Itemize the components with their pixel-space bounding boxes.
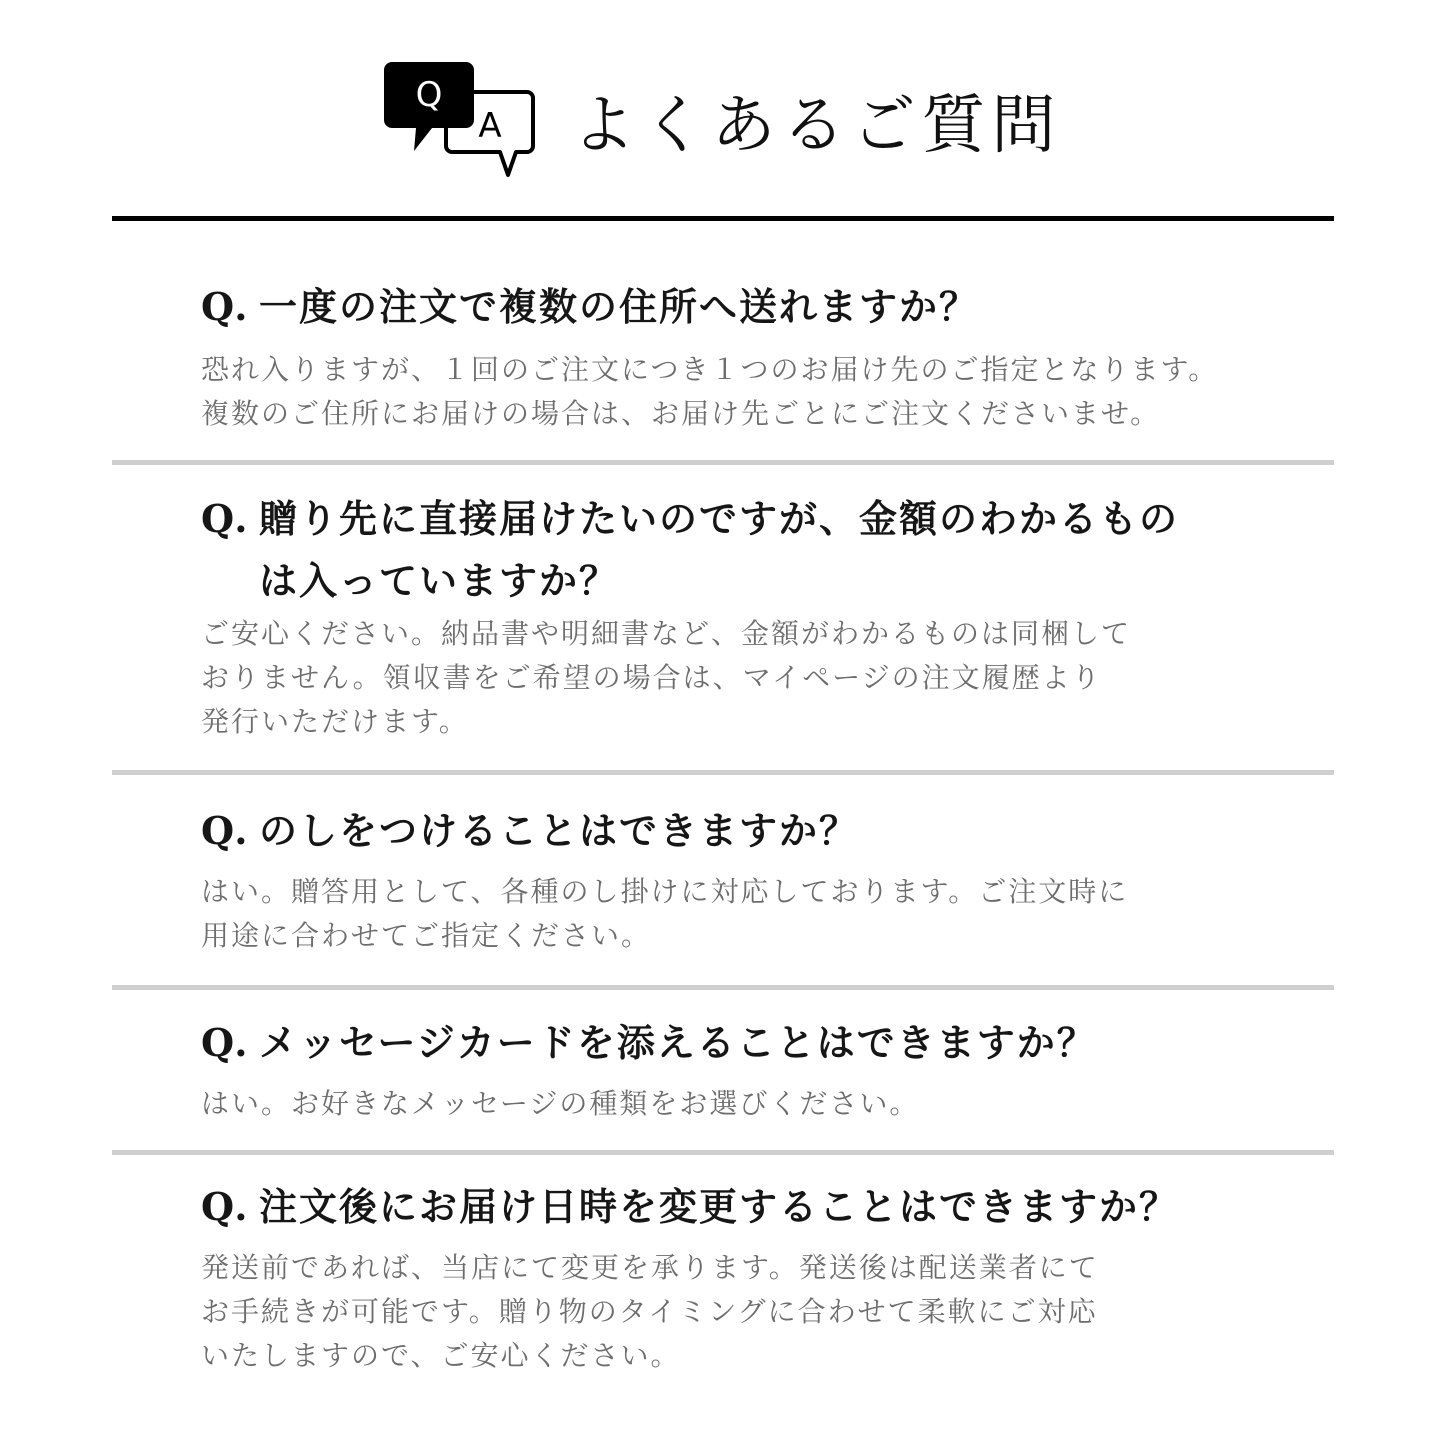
faq-answer (201, 870, 1128, 958)
question-text: のしをつけることはできますか？ (259, 808, 860, 853)
question-prefix: Q. (201, 284, 250, 329)
faq-question (201, 1012, 1097, 1074)
answer-line: お手続きが可能です。贈り物のタイミングに合わせて柔軟にご対応 (201, 1295, 1098, 1328)
page-title: よくあるご質問 (571, 89, 1062, 163)
answer-line: 発送前であれば、当店にて変更を承ります。発送後は配送業者にて (201, 1251, 1099, 1284)
faq-question (201, 1176, 1179, 1238)
faq-question (201, 276, 979, 338)
answer-line: 複数のご住所にお届けの場合は、お届け先ごとにご注文くださいませ。 (201, 397, 1161, 430)
faq-question (201, 800, 859, 862)
question-text: 一度の注文で複数の住所へ送れますか？ (259, 284, 980, 329)
question-text-continued: は入っていますか？ (259, 558, 620, 603)
faq-divider (112, 460, 1334, 465)
answer-line: はい。贈答用として、各種のし掛けに対応しております。ご注文時に (201, 875, 1129, 908)
answer-line: ご安心ください。納品書や明細書など、金額がわかるものは同梱して (201, 617, 1132, 650)
faq-answer (201, 1082, 919, 1126)
question-prefix: Q. (201, 1020, 250, 1065)
question-text: メッセージカードを添えることはできますか？ (259, 1020, 1097, 1065)
qa-speech-bubble-icon (384, 58, 544, 183)
faq-answer (201, 1246, 1099, 1378)
answer-line: おりません。領収書をご希望の場合は、マイページの注文履歴より (201, 661, 1102, 694)
answer-line: はい。お好きなメッセージの種類をお選びください。 (201, 1087, 920, 1120)
answer-line: 恐れ入りますが、１回のご注文につき１つのお届け先のご指定となります。 (201, 353, 1219, 386)
question-prefix: Q. (201, 496, 250, 541)
faq-answer (201, 612, 1131, 744)
answer-line: 用途に合わせてご指定ください。 (201, 919, 652, 952)
page-header (0, 55, 1445, 185)
header-divider (112, 216, 1334, 221)
question-text: 贈り先に直接届けたいのですが、金額のわかるもの (259, 496, 1180, 541)
icon-q-letter: Q (415, 74, 442, 115)
faq-question (201, 488, 1179, 612)
icon-a-letter: A (477, 105, 502, 146)
faq-divider (112, 985, 1334, 990)
question-text: 注文後にお届け日時を変更することはできますか？ (259, 1184, 1180, 1229)
faq-divider (112, 770, 1334, 775)
faq-divider (112, 1150, 1334, 1155)
faq-answer (201, 348, 1218, 436)
answer-line: いたしますので、ご安心ください。 (201, 1339, 681, 1372)
question-prefix: Q. (201, 1184, 250, 1229)
question-prefix: Q. (201, 808, 250, 853)
answer-line: 発行いただけます。 (201, 705, 469, 738)
